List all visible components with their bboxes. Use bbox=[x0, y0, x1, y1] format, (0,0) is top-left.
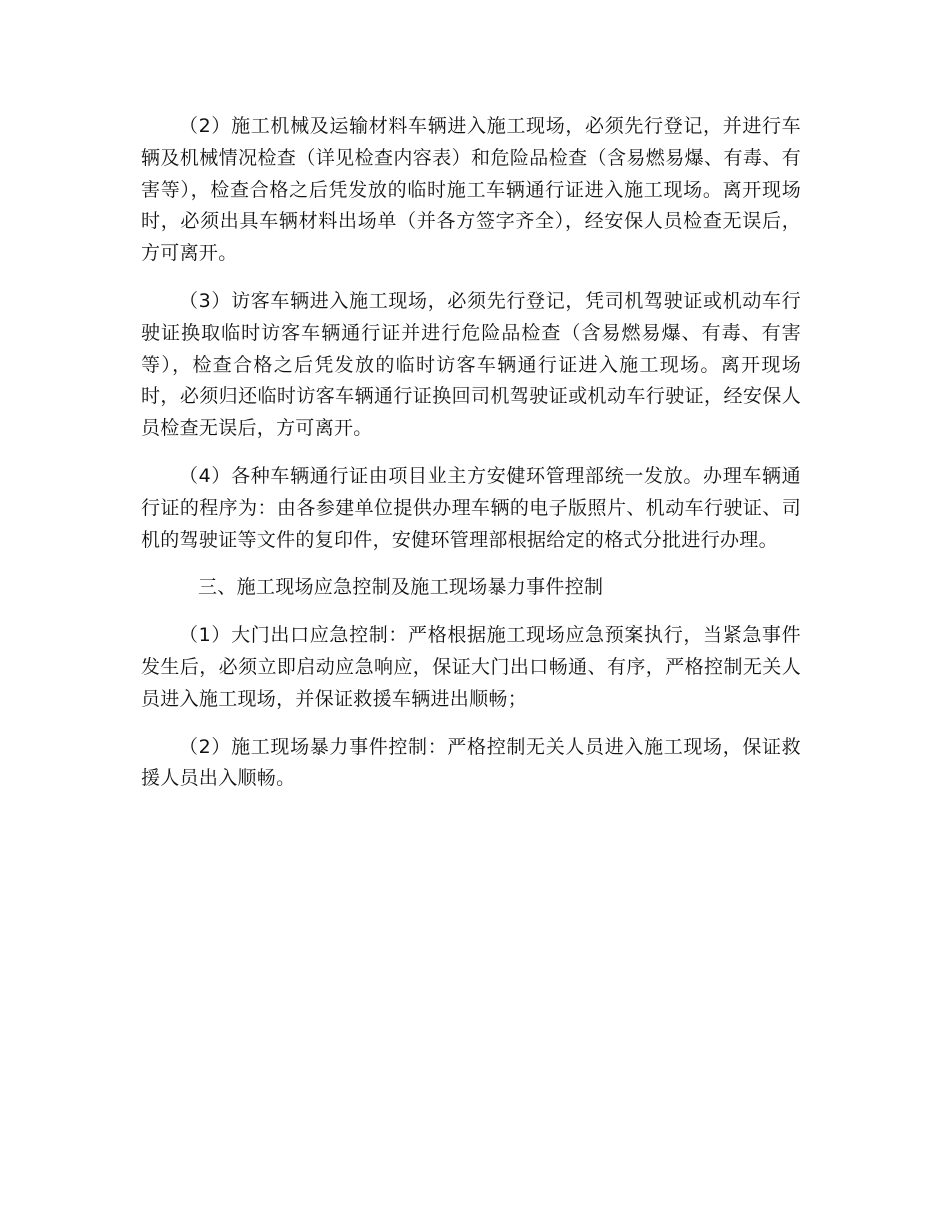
paragraph-gate-emergency-control: （1）大门出口应急控制：严格根据施工现场应急预案执行，当紧急事件发生后，必须立即启动应急响应，保证大门出口畅通、有序，严格控制无关人员进入施工现场，并保证救援车辆进出顺畅； bbox=[141, 624, 801, 710]
paragraph-violence-control: （2）施工现场暴力事件控制：严格控制无关人员进入施工现场，保证救援人员出入顺畅。 bbox=[141, 735, 801, 790]
paragraph-vehicle-pass-issuance: （4）各种车辆通行证由项目业主方安健环管理部统一发放。办理车辆通行证的程序为：由各参建单位提供办理车辆的电子版照片、机动车行驶证、司机的驾驶证等文件的复印件，安健环管理部根据给定的格式分批进行办理。 bbox=[141, 464, 801, 551]
section-heading: 三、施工现场应急控制及施工现场暴力事件控制 bbox=[198, 576, 604, 599]
document-body bbox=[141, 111, 801, 811]
paragraph-vehicle-registration: （2）施工机械及运输材料车辆进入施工现场，必须先行登记，并进行车辆及机械情况检查（详见检查内容表）和危险品检查（含易燃易爆、有毒、有害等），检查合格之后凭发放的临时施工车辆通行证进入施工现场。离开现场时，必须出具车辆材料出场单（并各方签字齐全），经安保人员检查无误后，方可离开。 bbox=[141, 115, 801, 265]
paragraph-visitor-vehicles: （3）访客车辆进入施工现场，必须先行登记，凭司机驾驶证或机动车行驶证换取临时访客车辆通行证并进行危险品检查（含易燃易爆、有毒、有害等），检查合格之后凭发放的临时访客车辆通行证进入施工现场。离开现场时，必须归还临时访客车辆通行证换回司机驾驶证或机动车行驶证，经安保人员检查无误后，方可离开。 bbox=[141, 289, 801, 440]
